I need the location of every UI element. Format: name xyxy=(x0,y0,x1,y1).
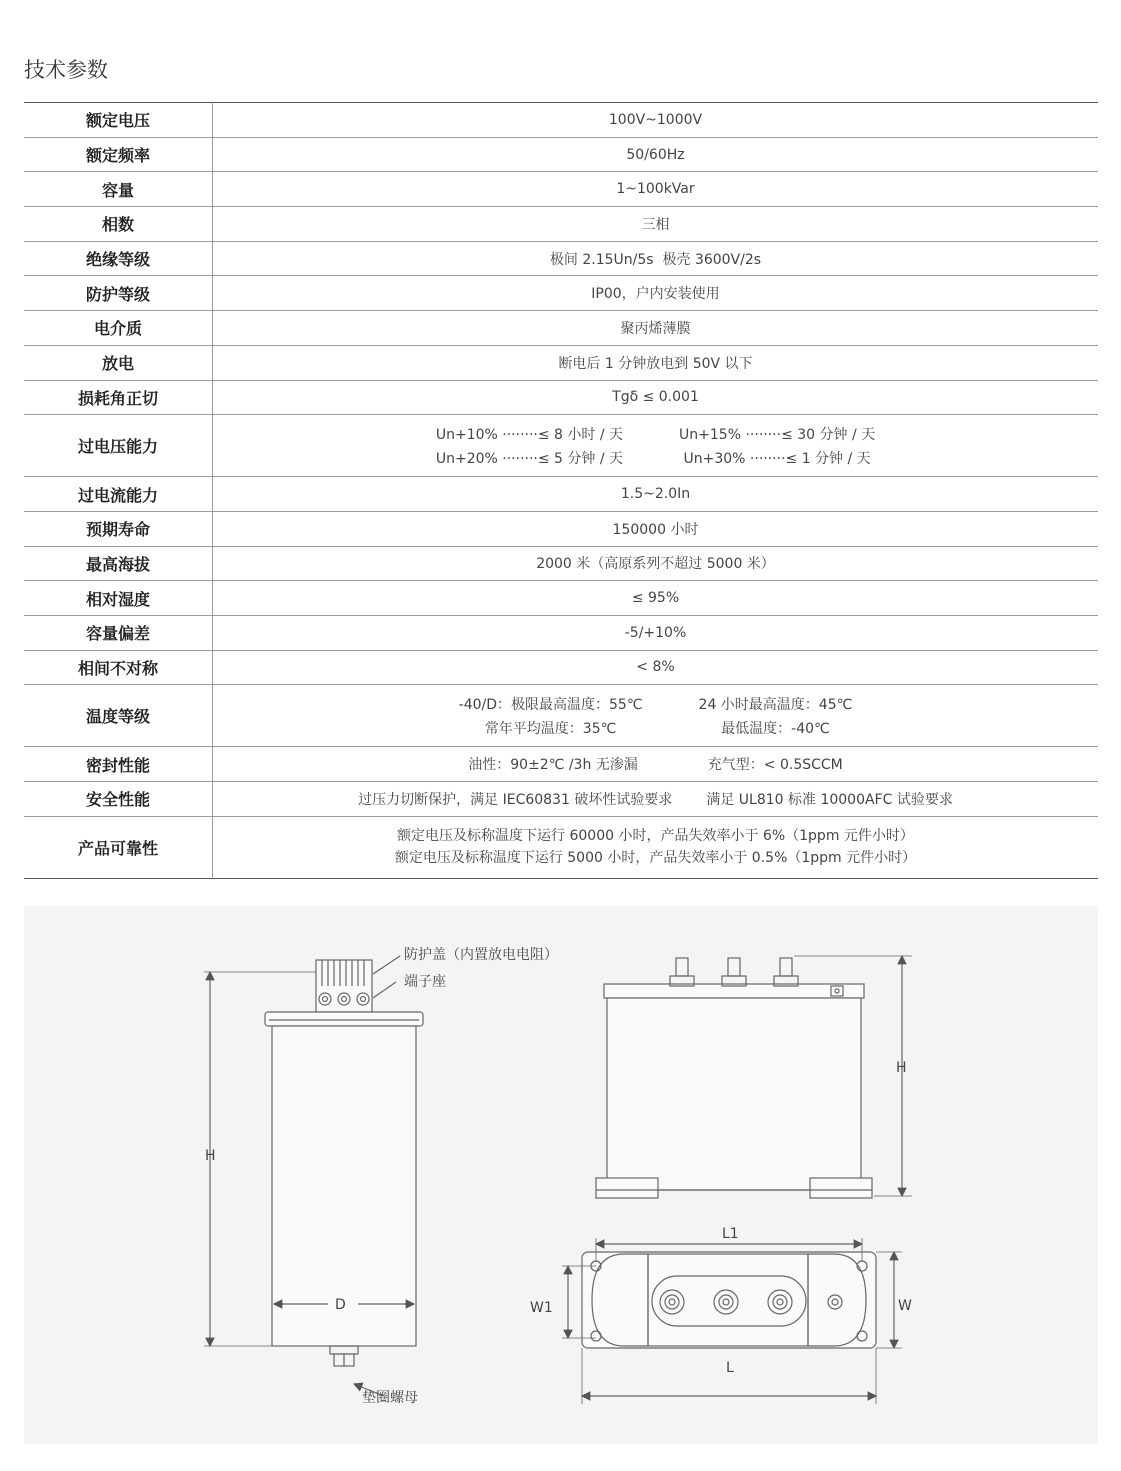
dimension-diagram xyxy=(24,906,1098,1444)
cover-label: 防护盖（内置放电电阻） xyxy=(404,947,558,963)
dim-l: L xyxy=(726,1360,734,1376)
spec-table xyxy=(24,102,1098,879)
spec-value: IP00，户内安装使用 xyxy=(213,276,1099,311)
spec-value-line: 常年平均温度：35℃ xyxy=(484,720,617,737)
spec-value xyxy=(213,782,1099,817)
table-row xyxy=(24,581,1098,616)
table-row xyxy=(24,546,1098,581)
spec-label: 密封性能 xyxy=(24,747,213,782)
spec-label: 相数 xyxy=(24,207,213,242)
spec-value: 1~100kVar xyxy=(213,172,1099,207)
spec-value: < 8% xyxy=(213,650,1099,685)
spec-value xyxy=(213,816,1099,878)
spec-value-line: 油性：90±2℃ /3h 无渗漏 xyxy=(468,757,638,774)
spec-label: 最高海拔 xyxy=(24,546,213,581)
table-row xyxy=(24,650,1098,685)
spec-value: 2000 米（高原系列不超过 5000 米） xyxy=(213,546,1099,581)
spec-label: 额定频率 xyxy=(24,137,213,172)
spec-label: 损耗角正切 xyxy=(24,380,213,415)
dim-d: D xyxy=(335,1297,346,1313)
spec-value-line: Un+15% ········≤ 30 分钟 / 天 xyxy=(679,426,876,443)
spec-label: 防护等级 xyxy=(24,276,213,311)
spec-label: 电介质 xyxy=(24,311,213,346)
spec-label: 产品可靠性 xyxy=(24,816,213,878)
spec-label: 绝缘等级 xyxy=(24,241,213,276)
spec-label: 安全性能 xyxy=(24,782,213,817)
table-row xyxy=(24,103,1098,138)
table-row xyxy=(24,276,1098,311)
spec-value: 断电后 1 分钟放电到 50V 以下 xyxy=(213,345,1099,380)
spec-label: 过电压能力 xyxy=(24,415,213,477)
spec-value-line: Un+30% ········≤ 1 分钟 / 天 xyxy=(683,450,871,467)
spec-value-line: 满足 UL810 标准 10000AFC 试验要求 xyxy=(706,791,953,808)
spec-label: 过电流能力 xyxy=(24,477,213,512)
spec-value-line: 额定电压及标称温度下运行 60000 小时，产品失效率小于 6%（1ppm 元件小时） xyxy=(397,828,914,845)
table-row xyxy=(24,477,1098,512)
spec-value-line: Un+10% ········≤ 8 小时 / 天 xyxy=(435,426,624,443)
spec-value: -5/+10% xyxy=(213,615,1099,650)
drawing-canvas xyxy=(24,906,1098,1444)
spec-value: 极间 2.15Un/5s 极壳 3600V/2s xyxy=(213,241,1099,276)
spec-label: 温度等级 xyxy=(24,685,213,747)
table-row xyxy=(24,782,1098,817)
spec-value: 100V~1000V xyxy=(213,103,1099,138)
spec-value: 50/60Hz xyxy=(213,137,1099,172)
dim-w1: W1 xyxy=(530,1300,553,1316)
table-row xyxy=(24,207,1098,242)
box-capacitor-front-drawing xyxy=(596,958,872,1198)
spec-label: 放电 xyxy=(24,345,213,380)
spec-value: Tgδ ≤ 0.001 xyxy=(213,380,1099,415)
spec-value: 聚丙烯薄膜 xyxy=(213,311,1099,346)
spec-label: 容量 xyxy=(24,172,213,207)
dim-h-left: H xyxy=(205,1148,216,1164)
spec-label: 相间不对称 xyxy=(24,650,213,685)
table-row xyxy=(24,241,1098,276)
table-row xyxy=(24,380,1098,415)
table-row xyxy=(24,816,1098,878)
spec-value xyxy=(213,747,1099,782)
spec-value xyxy=(213,685,1099,747)
spec-value-line: 充气型：< 0.5SCCM xyxy=(707,757,843,774)
dim-w: W xyxy=(898,1298,912,1314)
table-row xyxy=(24,345,1098,380)
spec-value: 150000 小时 xyxy=(213,511,1099,546)
table-row xyxy=(24,511,1098,546)
table-row xyxy=(24,311,1098,346)
table-row xyxy=(24,137,1098,172)
table-row xyxy=(24,172,1098,207)
spec-value-line: -40/D：极限最高温度：55℃ xyxy=(458,696,643,713)
spec-label: 容量偏差 xyxy=(24,615,213,650)
spec-value: ≤ 95% xyxy=(213,581,1099,616)
spec-value: 1.5~2.0In xyxy=(213,477,1099,512)
box-capacitor-base-drawing xyxy=(582,1252,876,1348)
spec-label: 预期寿命 xyxy=(24,511,213,546)
page-title: 技术参数 xyxy=(24,58,108,82)
table-row xyxy=(24,685,1098,747)
spec-value-line: 最低温度：-40℃ xyxy=(721,720,830,737)
spec-value-line: 额定电压及标称温度下运行 5000 小时，产品失效率小于 0.5%（1ppm 元件小时） xyxy=(394,850,917,867)
spec-label: 额定电压 xyxy=(24,103,213,138)
terminal-label: 端子座 xyxy=(404,974,446,990)
spec-value-line: 24 小时最高温度：45℃ xyxy=(698,696,853,713)
nut-label: 垫圈螺母 xyxy=(362,1390,418,1406)
dim-h-right: H xyxy=(896,1060,907,1076)
spec-label: 相对湿度 xyxy=(24,581,213,616)
dim-l1: L1 xyxy=(722,1226,739,1242)
spec-value-line: 过压力切断保护，满足 IEC60831 破坏性试验要求 xyxy=(358,791,673,808)
table-row xyxy=(24,415,1098,477)
spec-value-line: Un+20% ········≤ 5 分钟 / 天 xyxy=(435,450,624,467)
spec-value: 三相 xyxy=(213,207,1099,242)
table-row xyxy=(24,615,1098,650)
table-row xyxy=(24,747,1098,782)
spec-value xyxy=(213,415,1099,477)
